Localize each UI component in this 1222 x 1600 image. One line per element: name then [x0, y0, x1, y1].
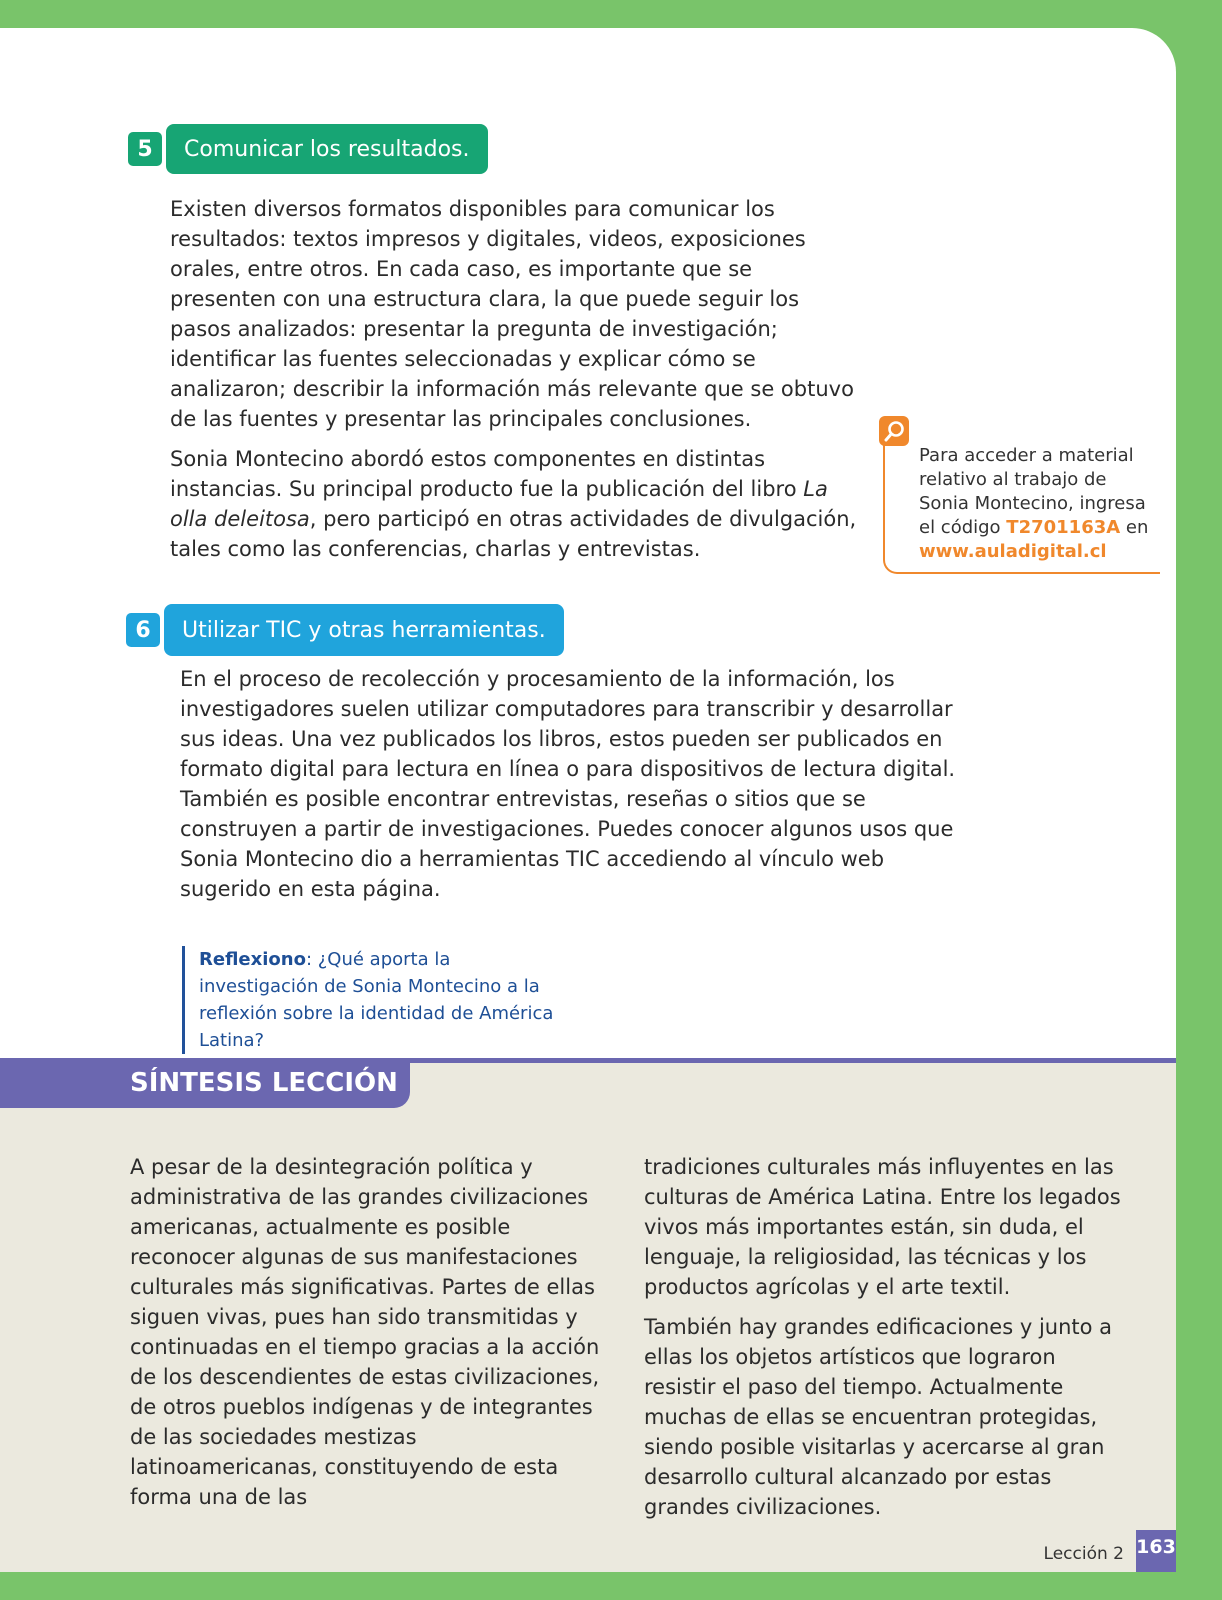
page-number: 163	[1136, 1530, 1176, 1572]
page-footer	[1044, 1530, 1176, 1572]
step-6-text	[180, 664, 970, 914]
step-number: 6	[126, 613, 160, 647]
reflection-label: Reflexiono	[199, 949, 306, 970]
step-6-heading	[126, 604, 564, 656]
synthesis-column-2	[644, 1152, 1124, 1532]
synthesis-section	[0, 1058, 1176, 1572]
access-code: T2701163A	[1006, 517, 1121, 538]
reflection-question: : ¿Qué aporta la investigación de Sonia Montecino a la reflexión sobre la identidad de América Latina?	[199, 949, 554, 1051]
step-number: 5	[128, 132, 162, 166]
paragraph: En el proceso de recolección y procesamiento de la información, los investigadores suelen utilizar computadores para transcribir y desarrollar sus ideas. Una vez publicados los libros, estos pueden ser publicados en formato digital para lectura en línea o para dispositivos de lectura digital. También es posible encontrar entrevistas, reseñas o sitios que se construyen a partir de investigaciones. Puedes conocer algunos usos que Sonia Montecino dio a herramientas TIC accediendo al vínculo web sugerido en esta página.	[180, 667, 956, 901]
synthesis-column-1	[130, 1152, 610, 1522]
paragraph	[170, 444, 860, 564]
website-link[interactable]: www.auladigital.cl	[919, 541, 1107, 562]
step-5-heading	[128, 124, 488, 174]
text: en	[1120, 517, 1149, 538]
paragraph: Existen diversos formatos disponibles para comunicar los resultados: textos impresos y digitales, videos, exposiciones orales, entre otros. En cada caso, es importante que se presenten con una estructura clara, la que puede seguir los pasos analizados: presentar la pregunta de investigación; identificar las fuentes seleccionadas y explicar cómo se analizaron; describir la información más relevante que se obtuvo de las fuentes y presentar las principales conclusiones.	[170, 197, 854, 431]
text: Para acceder a material relativo al trabajo de Sonia Montecino, ingresa el código	[919, 445, 1146, 538]
text: Sonia Montecino abordó estos componentes en distintas instancias. Su principal producto fue la publicación del libro	[170, 447, 804, 501]
reflection-box	[182, 946, 569, 1054]
lesson-label: Lección 2	[1043, 1544, 1124, 1564]
step-label: Utilizar TIC y otras herramientas.	[164, 604, 564, 656]
step-label: Comunicar los resultados.	[166, 124, 488, 174]
synthesis-title: SÍNTESIS LECCIÓN	[0, 1058, 410, 1108]
resource-box	[883, 416, 1158, 586]
search-icon	[879, 416, 909, 446]
resource-text	[919, 444, 1159, 564]
text: , pero participó en otras actividades de divulgación, tales como las conferencias, charlas y entrevistas.	[170, 507, 857, 561]
page	[0, 28, 1176, 1572]
book-title: La olla deleitosa	[170, 477, 828, 531]
paragraph: tradiciones culturales más influyentes en las culturas de América Latina. Entre los legados vivos más importantes están, sin duda, el lenguaje, la religiosidad, las técnicas y los productos agrícolas y el arte textil.	[644, 1155, 1121, 1299]
paragraph: A pesar de la desintegración política y administrativa de las grandes civilizaciones americanas, actualmente es posible reconocer algunas de sus manifestaciones culturales más significativas. Partes de ellas siguen vivas, pues han sido transmitidas y continuadas en el tiempo gracias a la acción de los descendientes de estas civilizaciones, de otros pueblos indígenas y de integrantes de las sociedades mestizas latinoamericanas, constituyendo de esta forma una de las	[130, 1155, 600, 1509]
step-5-text	[170, 194, 860, 574]
paragraph: También hay grandes edificaciones y junto a ellas los objetos artísticos que lograron resistir el paso del tiempo. Actualmente muchas de ellas se encuentran protegidas, siendo posible visitarlas y acercarse al gran desarrollo cultural alcanzado por estas grandes civilizaciones.	[644, 1315, 1113, 1519]
